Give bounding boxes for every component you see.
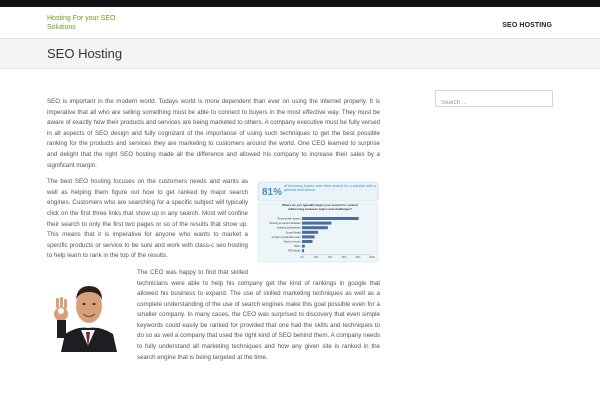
chart-category-label: General web search xyxy=(277,217,301,221)
chart-x-tick-label: 0% xyxy=(300,256,304,260)
article-content xyxy=(47,97,380,369)
chart-x-tick-label: 40% xyxy=(327,256,333,260)
search-input[interactable] xyxy=(436,96,552,111)
chart-bar xyxy=(302,226,328,229)
chart-x-tick-label: 20% xyxy=(313,256,319,260)
page-title-bar xyxy=(0,38,600,69)
infographic-question: Where do you typically begin your search for content addressing business topics and challenges? xyxy=(282,204,358,211)
chart-x-tick-label: 60% xyxy=(341,256,347,260)
infographic-headline: of business buyers start their search for a solution with a general web search xyxy=(284,184,376,193)
article-paragraph: The best SEO hosting focuses on the customers needs and wants as well as helping them figure out how to get ranked by major search engines. Customers who are searching for a specific subject will typically click on the first three links that show up in any search. Most will confine their search to only the first two pages or so of the results that show up. This means that it is imperative for anyone who wants to market a specific products or service to be sure and work with class-c seo hosting to help learn to rank in the top of the results. xyxy=(47,178,248,260)
top-bar xyxy=(0,0,600,7)
chart-x-tick-label: 80% xyxy=(355,256,361,260)
chart-bar xyxy=(302,231,318,234)
chart-bar xyxy=(302,217,359,220)
chart-x-tick-label: 100% xyxy=(368,256,376,260)
businessman-photo xyxy=(47,270,129,352)
search-box xyxy=(435,90,553,107)
chart-category-label: Other xyxy=(294,245,301,249)
chart-bar xyxy=(302,249,304,252)
chart-bar xyxy=(302,222,331,225)
chart-category-label: RSS feeds xyxy=(288,249,301,253)
chart-category-label: Directly at vendor websites xyxy=(269,222,301,226)
page-title: SEO Hosting xyxy=(47,46,123,61)
chart-category-label: Word of mouth xyxy=(283,240,301,244)
chart-category-label: Social Media xyxy=(285,231,301,235)
chart-bar xyxy=(302,240,313,243)
article-paragraph: SEO is important in the modern world. Todays world is more dependent than ever on using the internet properly. It is imperative that all who are selling something must be able to connect to buyers in the most effective way. They must be aware of exactly how their products and services are being marketed to others. A company executive must be fully versed in all aspects of SEO design and fully cognizant of the importance of using such techniques to get the best possible ranking for the products and services they are marketing to customers around the world. One CEO learned to surprise and delight that the right SEO hosting made all the difference and allowed his company to increase their sales by a significant margin. xyxy=(47,98,380,169)
infographic-chart xyxy=(256,180,380,264)
chart-bar xyxy=(302,245,305,248)
site-header xyxy=(0,7,600,38)
nav-item-seo-hosting[interactable]: SEO HOSTING xyxy=(502,22,552,29)
chart-bar xyxy=(302,236,315,239)
chart-category-label: Industry publications xyxy=(276,226,301,230)
infographic-stat: 81% xyxy=(262,187,283,199)
article-paragraph: The CEO was happy to find that skilled technicians were able to help his company get the kind of rankings in google that allowed his business to expand. The use of skilled marketing techniques as well as a complete understanding of the use of search engines make this goal possible even for a smaller company. In many cases, the CEO was surprised to discovery that even simple keywords could easily be ranked for provided that one had the skills and techniques to do so as well a company that used the right kind of SEO behind them. A company needs to fully understand all marketing techniques and how any given site is ranked in the search engine that is being targeted at the time. xyxy=(137,268,380,361)
site-title-link[interactable]: Hosting For your SEO Solutions xyxy=(47,15,116,31)
chart-category-label: Content syndication sites xyxy=(271,236,301,240)
